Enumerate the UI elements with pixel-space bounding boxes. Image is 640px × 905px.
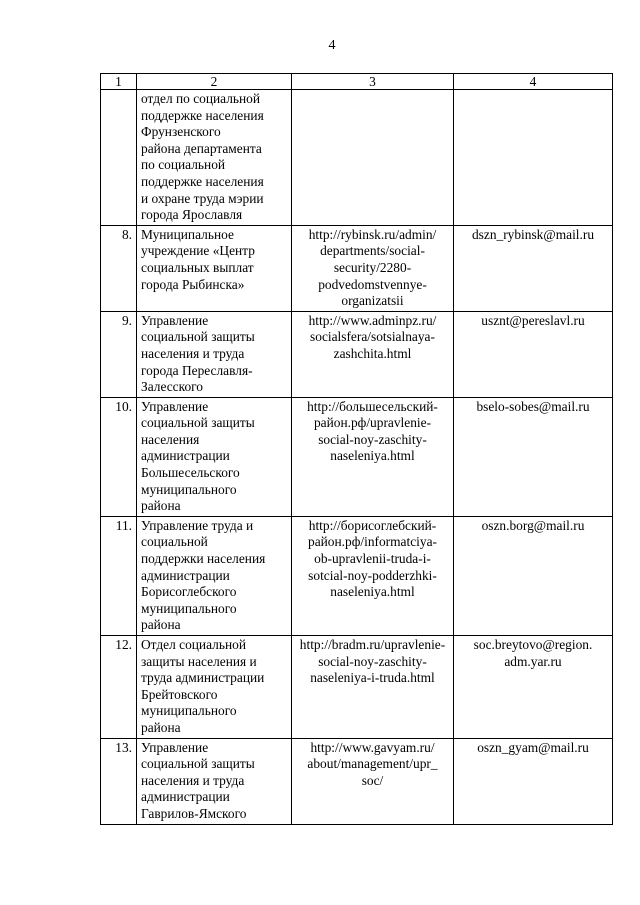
agency-name-line: социальной защиты [141,415,255,431]
agency-name-line: города Рыбинска» [141,276,245,292]
website-link-line[interactable]: http://rybinsk.ru/admin/ [308,226,437,242]
email-link-line[interactable]: bselo-sobes@mail.ru [476,398,590,414]
website-link-line[interactable]: podvedomstvennye- [318,276,427,292]
column-header: 2 [137,74,292,90]
agency-name-line: по социальной [141,157,226,173]
table-row [101,311,613,397]
agency-name-line: Управление [141,739,209,755]
email-link-line[interactable]: soc.breytovo@region. [473,637,593,652]
table-row [101,90,613,226]
agency-name-line: района департамента [141,140,262,156]
agency-name-cell [137,516,292,635]
agency-name-line: населения и труда [141,772,245,788]
website-link-line[interactable]: naseleniya.html [330,584,415,600]
website-link-line[interactable]: social-noy-zaschity- [318,431,427,447]
website-link-line[interactable]: departments/social- [320,243,425,259]
agency-name-line: населения [141,431,200,447]
website-cell [292,311,454,397]
column-header: 3 [292,74,454,90]
agency-name-line: муниципального [141,600,237,616]
email-cell [454,90,613,226]
agency-name-line: администрации [141,567,230,583]
agency-name-cell [137,225,292,311]
agency-name-cell [137,311,292,397]
agency-name-line: социальных выплат [141,259,254,275]
table-row [101,516,613,635]
email-link-line[interactable]: oszn_gyam@mail.ru [477,739,589,755]
email-cell [454,311,613,397]
table-body [101,90,613,825]
email-link-line[interactable]: usznt@pereslavl.ru [481,312,585,328]
agency-name-line: администрации [141,789,230,805]
agency-name-line: района [141,617,181,633]
website-cell [292,516,454,635]
table-header-row [101,74,613,90]
website-link-line[interactable]: naseleniya-i-truda.html [310,670,435,686]
website-cell [292,636,454,739]
column-header: 4 [454,74,613,90]
website-link-line[interactable]: район.рф/upravlenie- [313,415,432,431]
row-number: 9. [101,311,137,397]
agency-name-line: Гаврилов-Ямского [141,805,247,821]
row-number: 8. [101,225,137,311]
agency-name-line: поддержке населения [141,173,264,189]
agency-name-line: поддержке населения [141,107,264,123]
agency-name-line: Управление [141,312,209,328]
agency-name-line: Управление [141,398,209,414]
agency-name-line: района [141,719,181,735]
agency-name-line: социальной [141,534,208,550]
website-link-line[interactable]: security/2280- [333,259,412,275]
email-cell [454,225,613,311]
agency-name-line: и охране труда мэрии [141,190,264,206]
agency-name-line: района [141,498,181,514]
agency-name-cell [137,738,292,824]
agency-name-line: учреждение «Центр [141,243,255,259]
agency-name-line: Большесельского [141,465,240,481]
agency-name-line: отдел по социальной [141,91,261,106]
agency-name-cell [137,636,292,739]
website-link-line[interactable]: soc/ [361,772,384,788]
agencies-table [100,73,613,825]
email-link-line[interactable]: dszn_rybinsk@mail.ru [471,226,595,242]
email-link-line[interactable]: adm.yar.ru [504,653,562,669]
agency-name-line: населения и труда [141,345,245,361]
website-link-line[interactable]: zashchita.html [333,345,412,361]
agency-name-line: труда администрации [141,670,265,686]
website-link-line[interactable]: organizatsii [341,293,404,309]
table-row [101,397,613,516]
website-link-line[interactable]: http://большесельский- [307,398,438,414]
row-number: 10. [101,397,137,516]
agency-name-line: Управление труда и [141,517,254,533]
email-cell [454,738,613,824]
website-cell [292,90,454,226]
website-cell [292,738,454,824]
agency-name-line: защиты населения и [141,653,257,669]
agency-name-line: Муниципальное [141,226,234,242]
website-link-line[interactable]: naseleniya.html [330,448,415,464]
row-number: 12. [101,636,137,739]
website-link-line[interactable]: social-noy-zaschity- [318,653,427,669]
row-number [101,90,137,226]
email-link-line[interactable]: oszn.borg@mail.ru [481,517,585,533]
agency-name-line: Отдел социальной [141,637,246,652]
email-cell [454,636,613,739]
website-link-line[interactable]: about/management/upr_ [307,756,438,772]
agency-name-line: поддержки населения [141,551,266,567]
page-number: 4 [328,38,336,53]
agency-name-line: социальной защиты [141,329,255,345]
agency-name-line: администрации [141,448,230,464]
website-link-line[interactable]: http://борисоглебский- [308,517,437,533]
website-link-line[interactable]: район.рф/informatciya- [308,534,437,550]
row-number: 13. [101,738,137,824]
email-cell [454,397,613,516]
agency-name-line: Борисоглебского [141,584,237,600]
agency-name-line: Залесского [141,379,203,395]
website-link-line[interactable]: http://www.adminpz.ru/ [308,312,437,328]
website-link-line[interactable]: sotcial-noy-podderzhki- [308,567,437,583]
table-row [101,225,613,311]
table-row [101,738,613,824]
website-link-line[interactable]: socialsfera/sotsialnaya- [310,329,435,345]
agency-name-line: города Ярославля [141,207,243,223]
column-header: 1 [101,74,137,90]
agency-name-line: города Переславля- [141,362,253,378]
website-link-line[interactable]: ob-upravlenii-truda-i- [314,551,431,567]
website-link-line[interactable]: http://bradm.ru/upravlenie- [299,637,446,652]
website-cell [292,225,454,311]
email-cell [454,516,613,635]
agency-name-cell [137,90,292,226]
row-number: 11. [101,516,137,635]
agency-name-line: муниципального [141,481,237,497]
table-row [101,636,613,739]
agency-name-cell [137,397,292,516]
agency-name-line: Фрунзенского [141,124,221,140]
website-cell [292,397,454,516]
website-link-line[interactable]: http://www.gavyam.ru/ [310,739,435,755]
agency-name-line: муниципального [141,703,237,719]
agency-name-line: Брейтовского [141,686,218,702]
agency-name-line: социальной защиты [141,756,255,772]
